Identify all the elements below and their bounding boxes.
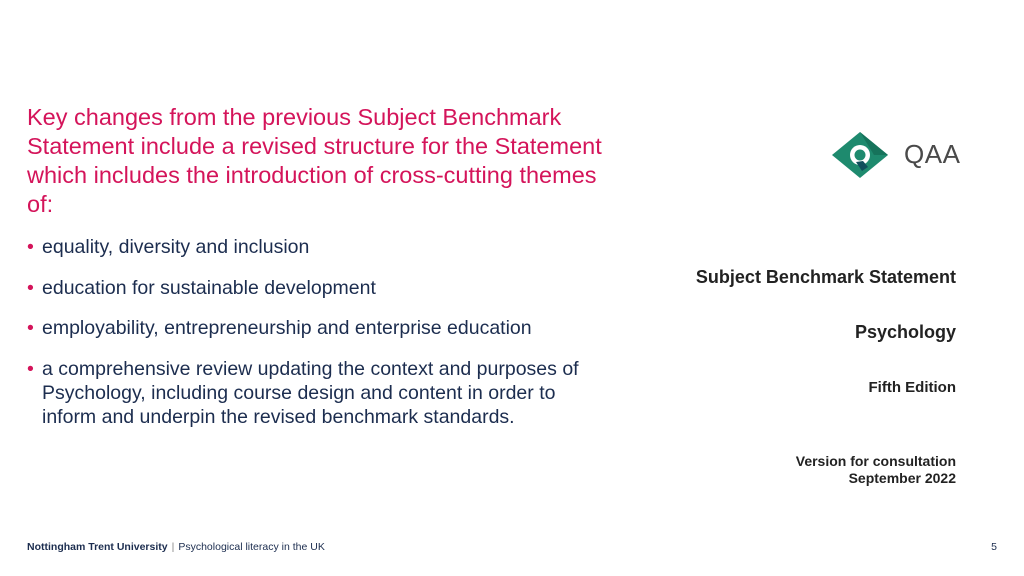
bullet-item — [27, 316, 607, 340]
document-edition: Fifth Edition — [868, 379, 956, 396]
bullet-item — [27, 235, 607, 259]
slide-heading: Key changes from the previous Subject Benchmark Statement include a revised structure for the Statement which includes the introduction of cross-cutting themes of: — [27, 104, 602, 217]
document-subject: Psychology — [854, 322, 956, 342]
bullet-text: employability, entrepreneurship and enterprise education — [42, 317, 532, 339]
bullet-text: education for sustainable development — [42, 276, 376, 299]
bullet-list — [27, 235, 607, 445]
footer — [27, 541, 325, 553]
bullet-dot: • — [27, 357, 34, 380]
bullet-dot: • — [27, 276, 34, 299]
footer-university: Nottingham Trent University — [27, 541, 168, 553]
version-date: September 2022 — [848, 470, 956, 486]
bullet-text: a comprehensive review updating the context and purposes of Psychology, including course design and content in order to inform and underpin the revised benchmark standards. — [42, 357, 579, 428]
footer-separator: | — [171, 541, 175, 553]
bullet-item — [27, 357, 607, 429]
version-line: Version for consultation — [795, 453, 956, 469]
bullet-text: equality, diversity and inclusion — [42, 236, 310, 258]
bullet-dot: • — [27, 236, 34, 258]
document-version — [796, 453, 956, 487]
bullet-item — [27, 276, 607, 300]
qaa-q-icon — [826, 131, 896, 183]
qaa-logo-text: QAA — [904, 139, 961, 169]
document-title: Subject Benchmark Statement — [695, 267, 956, 287]
page-number: 5 — [991, 541, 997, 553]
footer-presentation-title: Psychological literacy in the UK — [178, 541, 325, 553]
bullet-dot: • — [27, 317, 34, 339]
